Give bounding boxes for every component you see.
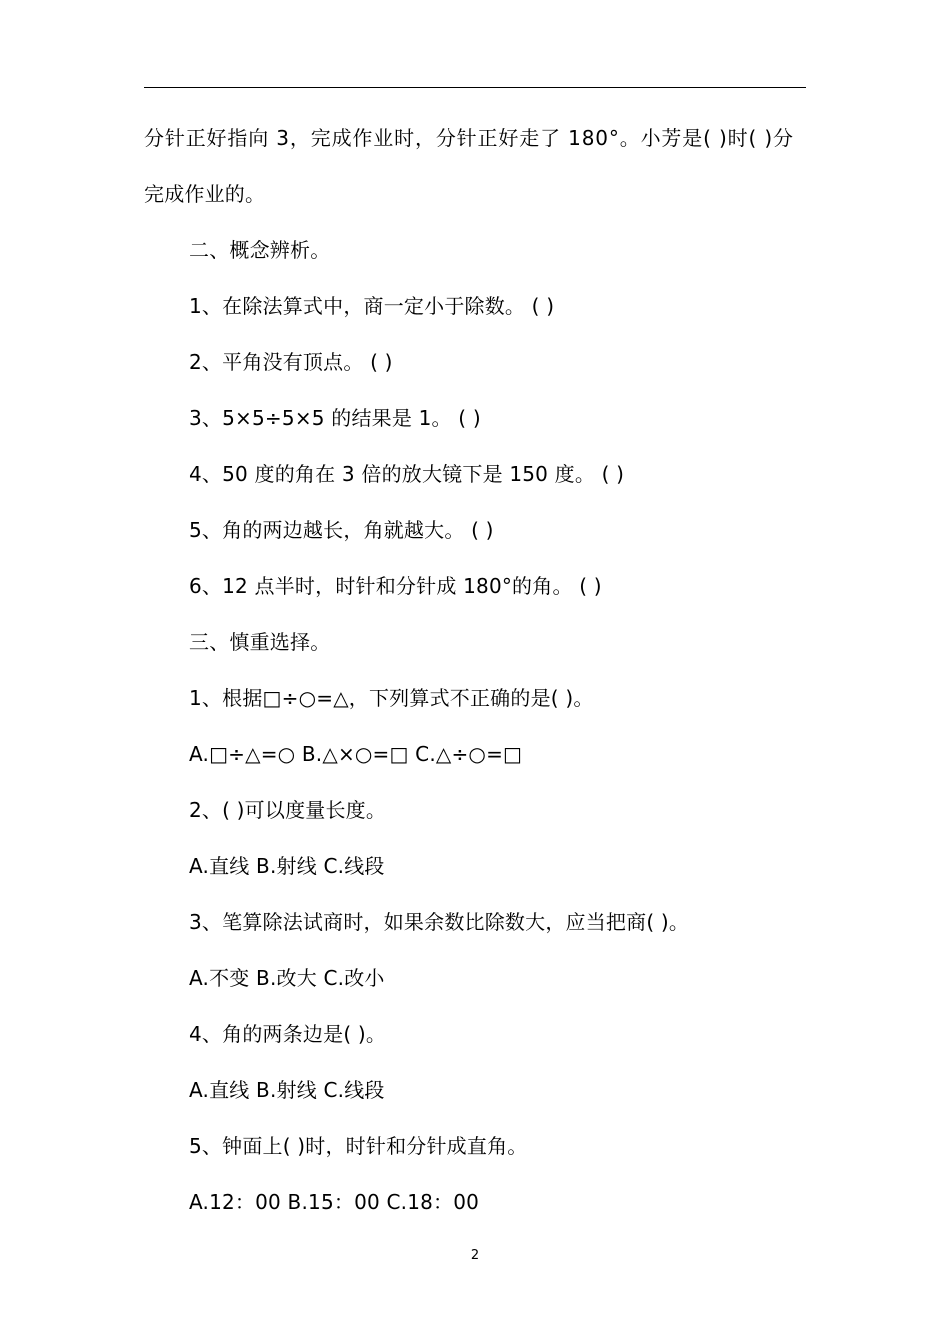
judgement-question-5: 5、角的两边越长，角就越大。 ( ) bbox=[189, 518, 494, 542]
judgement-question-3: 3、5×5÷5×5 的结果是 1。 ( ) bbox=[189, 406, 481, 430]
choice-options-5: A.12：00 B.15：00 C.18：00 bbox=[189, 1190, 480, 1214]
choice-question-3: 3、笔算除法试商时，如果余数比除数大，应当把商( )。 bbox=[189, 910, 690, 934]
judgement-question-2: 2、平角没有顶点。 ( ) bbox=[189, 350, 393, 374]
section-heading-choice: 三、慎重选择。 bbox=[189, 630, 331, 654]
choice-options-1: A.□÷△=○ B.△×○=□ C.△÷○=□ bbox=[189, 742, 523, 766]
text-line-continuation-end: 完成作业的。 bbox=[144, 182, 266, 206]
header-rule bbox=[144, 87, 806, 88]
section-heading-concepts: 二、概念辨析。 bbox=[189, 238, 331, 262]
choice-question-1: 1、根据□÷○=△，下列算式不正确的是( )。 bbox=[189, 686, 594, 710]
judgement-question-6: 6、12 点半时，时针和分针成 180°的角。 ( ) bbox=[189, 574, 602, 598]
judgement-question-1: 1、在除法算式中，商一定小于除数。 ( ) bbox=[189, 294, 555, 318]
choice-options-2: A.直线 B.射线 C.线段 bbox=[189, 854, 385, 878]
choice-question-5: 5、钟面上( )时，时针和分针成直角。 bbox=[189, 1134, 528, 1158]
judgement-question-4: 4、50 度的角在 3 倍的放大镜下是 150 度。 ( ) bbox=[189, 462, 625, 486]
choice-question-2: 2、( )可以度量长度。 bbox=[189, 798, 387, 822]
choice-options-3: A.不变 B.改大 C.改小 bbox=[189, 966, 385, 990]
choice-options-4: A.直线 B.射线 C.线段 bbox=[189, 1078, 385, 1102]
page-number: 2 bbox=[470, 1248, 480, 1263]
text-line-continuation: 分针正好指向 3，完成作业时，分针正好走了 180°。小芳是( )时( )分 bbox=[144, 126, 794, 150]
choice-question-4: 4、角的两条边是( )。 bbox=[189, 1022, 387, 1046]
